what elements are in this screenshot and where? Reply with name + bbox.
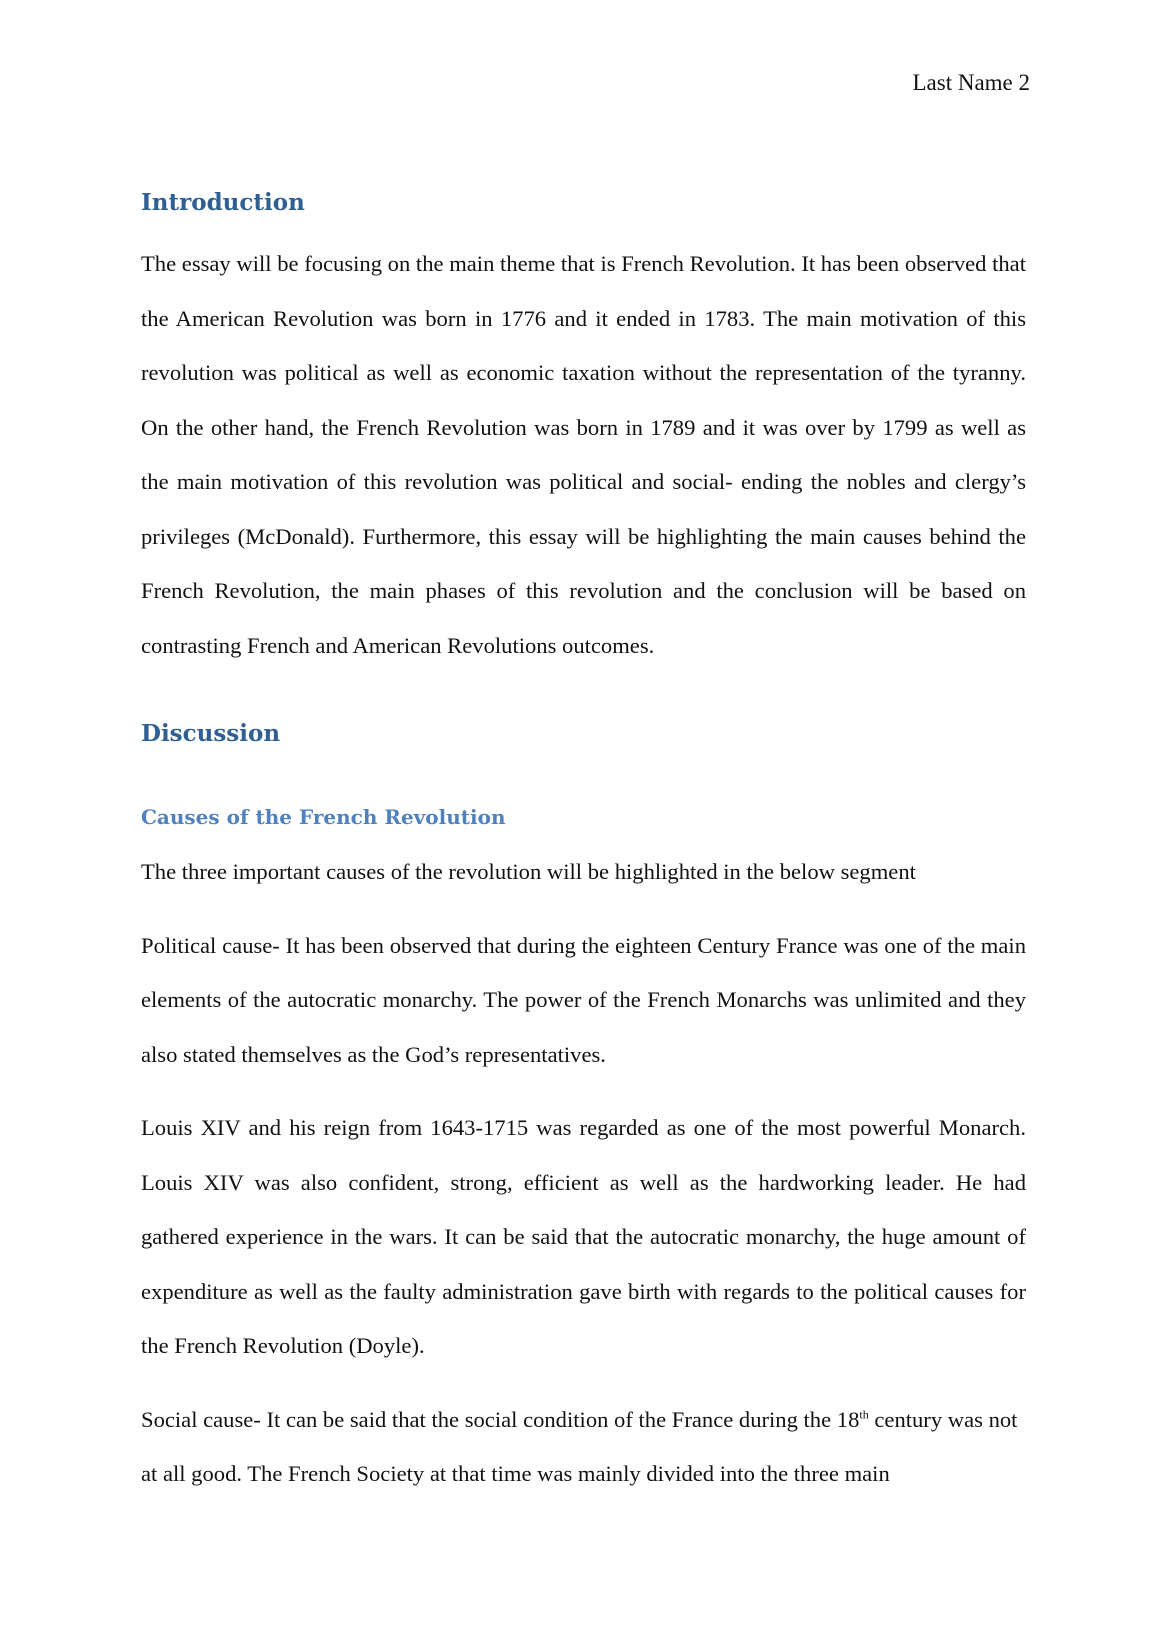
document-body [141,186,1026,1502]
social-cause-text-start: Social cause- It can be said that the social condition of the France during the 18 [141,1406,860,1432]
introduction-heading: Introduction [141,189,305,216]
running-head: Last Name 2 [912,70,1030,95]
ordinal-superscript: th [859,1406,869,1421]
introduction-paragraph: The essay will be focusing on the main theme that is French Revolution. It has been observed that the American Revolution was born in 1776 and it ended in 1783. The main motivation of this revolution was political as well as economic taxation without the representation of the tyranny. On the other hand, the French Revolution was born in 1789 and it was over by 1799 as well as the main motivation of this revolution was political and social- ending the nobles and clergy’s privileges (McDonald). Furthermore, this essay will be highlighting the main causes behind the French Revolution, the main phases of this revolution and the conclusion will be based on contrasting French and American Revolutions outcomes. [141,251,1026,658]
causes-subheading: Causes of the French Revolution [141,805,506,829]
social-cause-paragraph [141,1393,1026,1502]
political-cause-paragraph: Political cause- It has been observed that during the eighteen Century France was one of the main elements of the autocratic monarchy. The power of the French Monarchs was unlimited and they also stated themselves as the God’s representatives. [141,932,1026,1067]
social-cause-text-end: century was not at all good. The French Society at that time was mainly divided into the three main [141,1406,1018,1486]
discussion-heading: Discussion [141,720,281,747]
louis-xiv-paragraph: Louis XIV and his reign from 1643-1715 was regarded as one of the most powerful Monarch. Louis XIV was also confident, strong, efficient as well as the hardworking leader. He had gathered experience in the wars. It can be said that the autocratic monarchy, the huge amount of expenditure as well as the faulty administration gave birth with regards to the political causes for the French Revolution (Doyle). [141,1115,1026,1358]
causes-intro-paragraph: The three important causes of the revolution will be highlighted in the below segment [141,859,916,884]
